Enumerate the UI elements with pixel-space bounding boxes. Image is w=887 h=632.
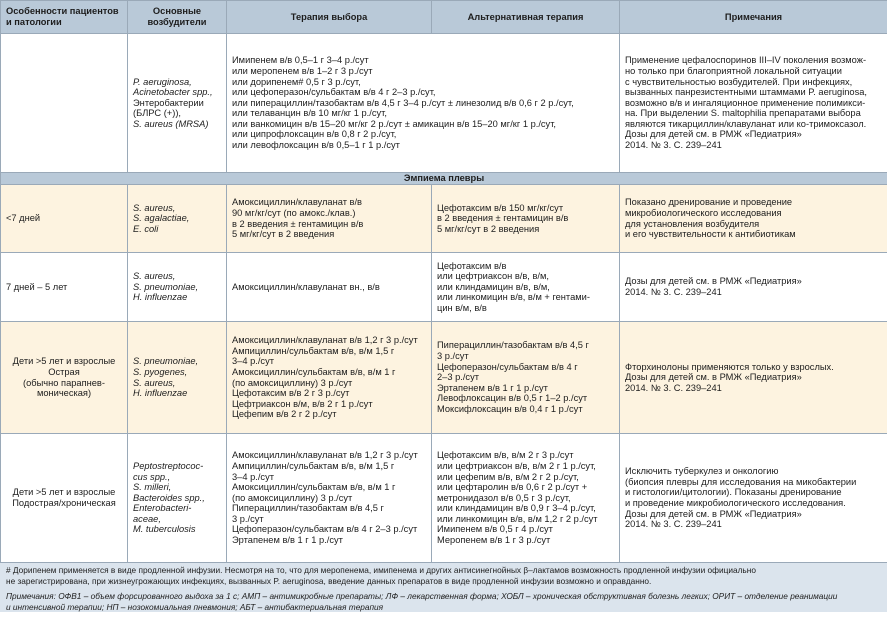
alternative-cell: Цефотаксим в/в или цефтриаксон в/в, в/м, или клиндамицин в/в, в/м, или линкомицин в/в, в/м + гентами- цин в/м, в/в (432, 253, 620, 322)
abbreviations-line: и интенсивной терапии; НП – нозокомиальная пневмония; АБТ – антибактериальная терапия (6, 601, 384, 612)
pathogen-cell: S. pneumoniae, S. pyogenes, S. aureus, H. influenzae (128, 322, 227, 434)
pathogen-cell: P. aeruginosa, Acinetobacter spp., Энтеробактерии (БЛРС (+)), S. aureus (MRSA) (128, 34, 227, 173)
header-pathogens: Основные возбудители (128, 1, 227, 34)
pathogen-cell: Peptostreptococ- cus spp., S. milleri, Bacteroides spp., Enterobacteri- aceae, M. tuberculosis (128, 434, 227, 563)
table-footnotes (0, 563, 887, 612)
table-row (1, 434, 887, 563)
therapy-cell: Имипенем в/в 0,5–1 г 3–4 р./сут или меропенем в/в 1–2 г 3 р./сут или дорипенем# 0,5 г 3 р./сут, или цефоперазон/сульбактам в/в 4 г 2–3 р./сут, или пиперациллин/тазобактам в/в 4,5 г 3–4 р./сут ± линезолид в/в 0,6 г 2 р./сут, или телаванцин в/в 10 мг/кг 1 р./сут, или ванкомицин в/в 15–20 мг/кг 2 р./сут ± амикацин в/в 15–20 мг/кг 1 р./сут, или ципрофлоксацин в/в 0,8 г 2 р./сут, или левофлоксацин в/в 0,5–1 г 1 р./сут (227, 34, 620, 173)
section-title: Эмпиема плевры (1, 173, 887, 185)
patient-cell: 7 дней – 5 лет (1, 253, 128, 322)
header-therapy: Терапия выбора (227, 1, 432, 34)
notes-cell: Применение цефалоспоринов III–IV поколения возмож- но только при благоприятной локальной ситуации с чувствительностью возбудителей. При инфекциях, вызванных панрезистентными штаммами P. aeruginosa, возможно в/в и ингаляционное применение полимикси- на. При выделении S. maltophilia препаратами выбора являются тикарциллин/клавуланат или ко-тримоксазол. Дозы для детей см. в РМЖ «Педиатрия» 2014. № 3. С. 239–241 (620, 34, 887, 173)
header-alternative: Альтернативная терапия (432, 1, 620, 34)
section-row (1, 173, 887, 185)
therapy-cell: Амоксициллин/клавуланат в/в 90 мг/кг/сут (по амокс./клав.) в 2 введения ± гентамицин в/в 5 мг/кг/сут в 2 введения (227, 185, 432, 253)
notes-cell: Дозы для детей см. в РМЖ «Педиатрия» 2014. № 3. С. 239–241 (620, 253, 887, 322)
patient-cell: Дети >5 лет и взрослые Острая (обычно парапнев- моническая) (1, 322, 128, 434)
notes-cell: Исключить туберкулез и онкологию (биопсия плевры для исследования на микобактерии и гистологии/цитологии). Показаны дренирование и проведение микробиологического исследования. Дозы для детей см. в РМЖ «Педиатрия» 2014. № 3. С. 239–241 (620, 434, 887, 563)
abbreviations-line: Примечания: ОФВ1 – объем форсированного выдоха за 1 с; АМП – антимикробные препараты; ЛФ – лекарственная форма; ХОБЛ – хроническая обструктивная болезнь легких; ОРИТ – отделение реанимации (6, 591, 838, 601)
header-row (1, 1, 887, 34)
therapy-cell: Амоксициллин/клавуланат в/в 1,2 г 3 р./сут Ампициллин/сульбактам в/в, в/м 1,5 г 3–4 р./сут Амоксициллин/сульбактам в/в, в/м 1 г (по амоксициллину) 3 р./сут Пиперациллин/тазобактам в/в 4,5 г 3 р./сут Цефоперазон/сульбактам в/в 4 г 2–3 р./сут Эртапенем в/в 1 г 1 р./сут (227, 434, 432, 563)
notes-cell: Фторхинолоны применяются только у взрослых. Дозы для детей см. в РМЖ «Педиатрия» 2014. № 3. С. 239–241 (620, 322, 887, 434)
patient-cell (1, 34, 128, 173)
pathogen-cell: S. aureus, S. agalactiae, E. coli (128, 185, 227, 253)
table-row (1, 253, 887, 322)
therapy-cell: Амоксициллин/клавуланат в/в 1,2 г 3 р./сут Ампициллин/сульбактам в/в, в/м 1,5 г 3–4 р./сут Амоксициллин/сульбактам в/в, в/м 1 г (по амоксициллину) 3 р./сут Цефотаксим в/в 2 г 3 р./сут Цефтриаксон в/м, в/в 2 г 1 р./сут Цефепим в/в 2 г 2 р./сут (227, 322, 432, 434)
alternative-cell: Цефотаксим в/в 150 мг/кг/сут в 2 введения ± гентамицин в/в 5 мг/кг/сут в 2 введения (432, 185, 620, 253)
patient-cell: <7 дней (1, 185, 128, 253)
table-row (1, 34, 887, 173)
pathogen-cell: S. aureus, S. pneumoniae, H. influenzae (128, 253, 227, 322)
header-notes: Примечания (620, 1, 887, 34)
alternative-cell: Цефотаксим в/в, в/м 2 г 3 р./сут или цефтриаксон в/в, в/м 2 г 1 р./сут, или цефепим в/в, в/м 2 г 2 р./сут, или цефтаролин в/в 0,6 г 2 р./сут + метронидазол в/в 0,5 г 3 р./сут, или клиндамицин в/в 0,9 г 3–4 р./сут, или линкомицин в/в, в/м 1,2 г 2 р./сут Имипенем в/в 0,5 г 4 р./сут Меропенем в/в 1 г 3 р./сут (432, 434, 620, 563)
footnote-line: # Дорипенем применяется в виде продленной инфузии. Несмотря на то, что для меропенема, имипенема и других антисинегнойных β–лактамов возможность продленной инфузии официально (6, 565, 756, 575)
alternative-cell: Пиперациллин/тазобактам в/в 4,5 г 3 р./сут Цефоперазон/сульбактам в/в 4 г 2–3 р./сут Эртапенем в/в 1 г 1 р./сут Левофлоксацин в/в 0,5 г 1–2 р./сут Моксифлоксацин в/в 0,4 г 1 р./сут (432, 322, 620, 434)
patient-cell: Дети >5 лет и взрослые Подострая/хроническая (1, 434, 128, 563)
header-patients: Особенности пациентов и патологии (1, 1, 128, 34)
therapy-cell: Амоксициллин/клавуланат вн., в/в (227, 253, 432, 322)
footnote-line: не зарегистрирована, при жизнеугрожающих инфекциях, вызванных P. aeruginosa, введение данных препаратов в виде продленной инфузии возможно и оправданно. (6, 575, 652, 586)
table-row (1, 322, 887, 434)
notes-cell: Показано дренирование и проведение микробиологического исследования для установления возбудителя и его чувствительности к антибиотикам (620, 185, 887, 253)
table-row (1, 185, 887, 253)
